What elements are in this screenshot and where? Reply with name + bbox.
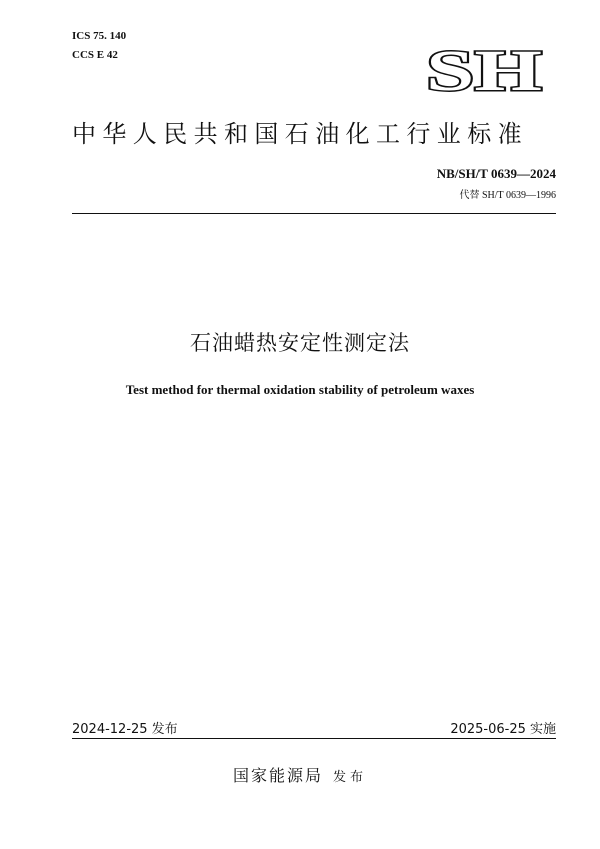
- publisher-line: [0, 763, 600, 786]
- issue-date: 2024-12-25 发布: [72, 722, 178, 737]
- ccs-code: CCS E 42: [72, 49, 118, 61]
- publisher-verb: 发布: [333, 770, 368, 785]
- footer-divider: [72, 738, 556, 739]
- implementation-date: 2025-06-25 实施: [450, 722, 556, 737]
- standard-number: NB/SH/T 0639—2024: [436, 166, 556, 181]
- header-divider: [72, 213, 556, 214]
- sh-logo: [424, 40, 544, 96]
- issuing-sector-title: 中华人民共和国石油化工行业标准: [72, 120, 528, 148]
- replaces-standard: 代替 SH/T 0639—1996: [459, 190, 556, 201]
- standard-title-chinese: 石油蜡热安定性测定法: [190, 331, 410, 355]
- standard-title-english: Test method for thermal oxidation stability of petroleum waxes: [125, 382, 475, 397]
- ics-code: ICS 75. 140: [72, 30, 127, 42]
- svg-text:SH: SH: [426, 40, 542, 96]
- publisher-name: 国家能源局: [232, 766, 323, 785]
